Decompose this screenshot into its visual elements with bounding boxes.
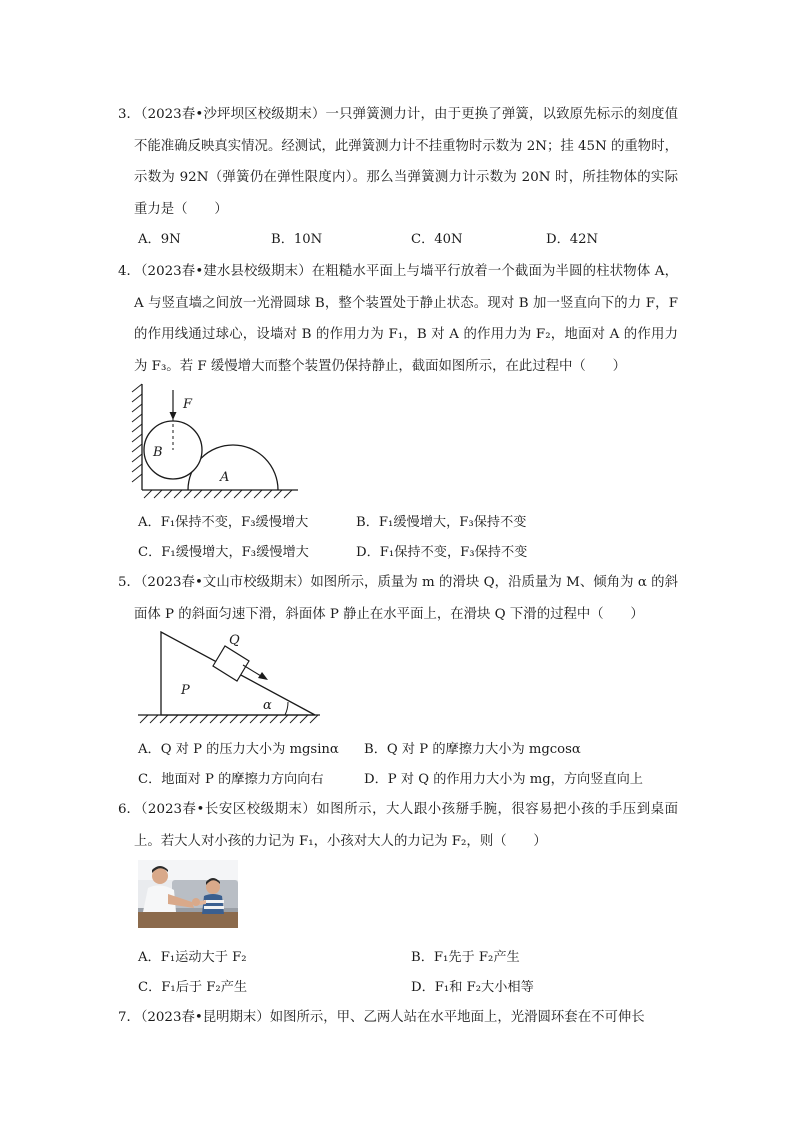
question-stem: （2023春•昆明期末）如图所示，甲、乙两人站在水平地面上，光滑圆环套在不可伸长 <box>134 1010 645 1025</box>
option-c[interactable]: C．地面对 P 的摩擦力方向向右 <box>138 772 324 787</box>
option-d[interactable]: D．F₁保持不变，F₃保持不变 <box>356 545 528 560</box>
question-number: 7． <box>118 1010 140 1025</box>
arm-wrestling-photo <box>138 860 238 928</box>
question-stem: （2023春•长安区校级期末）如图所示，大人跟小孩掰手腕，很容易把小孩的手压到桌面上。若大人对小孩的力记为 F₁，小孩对大人的力记为 F₂，则（ ） <box>134 802 678 849</box>
question-3 <box>118 99 678 225</box>
incline-figure <box>135 628 325 726</box>
wall-sphere-figure <box>130 380 305 500</box>
option-b[interactable]: B．Q 对 P 的摩擦力大小为 mgcosα <box>364 742 581 757</box>
question-stem: （2023春•沙坪坝区校级期末）一只弹簧测力计，由于更换了弹簧，以致原先标示的刻度值不能准确反映真实情况。经测试，此弹簧测力计不挂重物时示数为 2N；挂 45N 的重物时，示数为 92N（弹簧仍在弹性限度内）。那么当弹簧测力计示数为 20N 时，所挂物体的实际重力是（ ） <box>134 107 678 217</box>
question-number: 3． <box>118 107 140 122</box>
option-c[interactable]: C．F₁后于 F₂产生 <box>138 980 248 995</box>
question-5 <box>118 567 678 630</box>
label-p: P <box>181 683 190 698</box>
option-b[interactable]: B．10N <box>271 232 323 247</box>
option-d[interactable]: D．42N <box>546 232 599 247</box>
option-a[interactable]: A．9N <box>138 232 181 247</box>
label-alpha: α <box>263 698 272 713</box>
question-6 <box>118 794 678 857</box>
option-b[interactable]: B．F₁先于 F₂产生 <box>411 950 520 965</box>
label-b: B <box>153 445 163 460</box>
option-b[interactable]: B．F₁缓慢增大，F₃保持不变 <box>356 515 527 530</box>
question-7 <box>118 1002 678 1034</box>
option-c[interactable]: C．40N <box>411 232 463 247</box>
question-stem: （2023春•建水县校级期末）在粗糙水平面上与墙平行放着一个截面为半圆的柱状物体 A，A 与竖直墙之间放一光滑圆球 B，整个装置处于静止状态。现对 B 加一竖直向下的力 F，F 的作用线通过球心，设墙对 B 的作用力为 F₁，B 对 A 的作用力为 F₂，地面对 A 的作用力为 F₃。若 F 缓慢增大而整个装置仍保持静止，截面如图所示，在此过程中（ ） <box>134 264 678 374</box>
option-c[interactable]: C．F₁缓慢增大，F₃缓慢增大 <box>138 545 309 560</box>
velocity-arrow <box>243 665 261 676</box>
option-a[interactable]: A．F₁运动大于 F₂ <box>138 950 247 965</box>
question-stem: （2023春•文山市校级期末）如图所示，质量为 m 的滑块 Q，沿质量为 M、倾角为 α 的斜面体 P 的斜面匀速下滑，斜面体 P 静止在水平面上，在滑块 Q 下滑的过程中（ ） <box>134 575 678 622</box>
label-a: A <box>220 470 230 485</box>
question-number: 4． <box>118 264 140 279</box>
option-d[interactable]: D．P 对 Q 的作用力大小为 mg，方向竖直向上 <box>364 772 643 787</box>
block-q <box>213 646 249 681</box>
option-a[interactable]: A．F₁保持不变，F₃缓慢增大 <box>138 515 309 530</box>
label-q: Q <box>229 633 240 648</box>
question-4 <box>118 256 678 382</box>
question-number: 6． <box>118 802 140 817</box>
label-f: F <box>183 397 193 412</box>
option-d[interactable]: D．F₁和 F₂大小相等 <box>411 980 534 995</box>
question-number: 5． <box>118 575 140 590</box>
option-a[interactable]: A．Q 对 P 的压力大小为 mgsinα <box>138 742 339 757</box>
